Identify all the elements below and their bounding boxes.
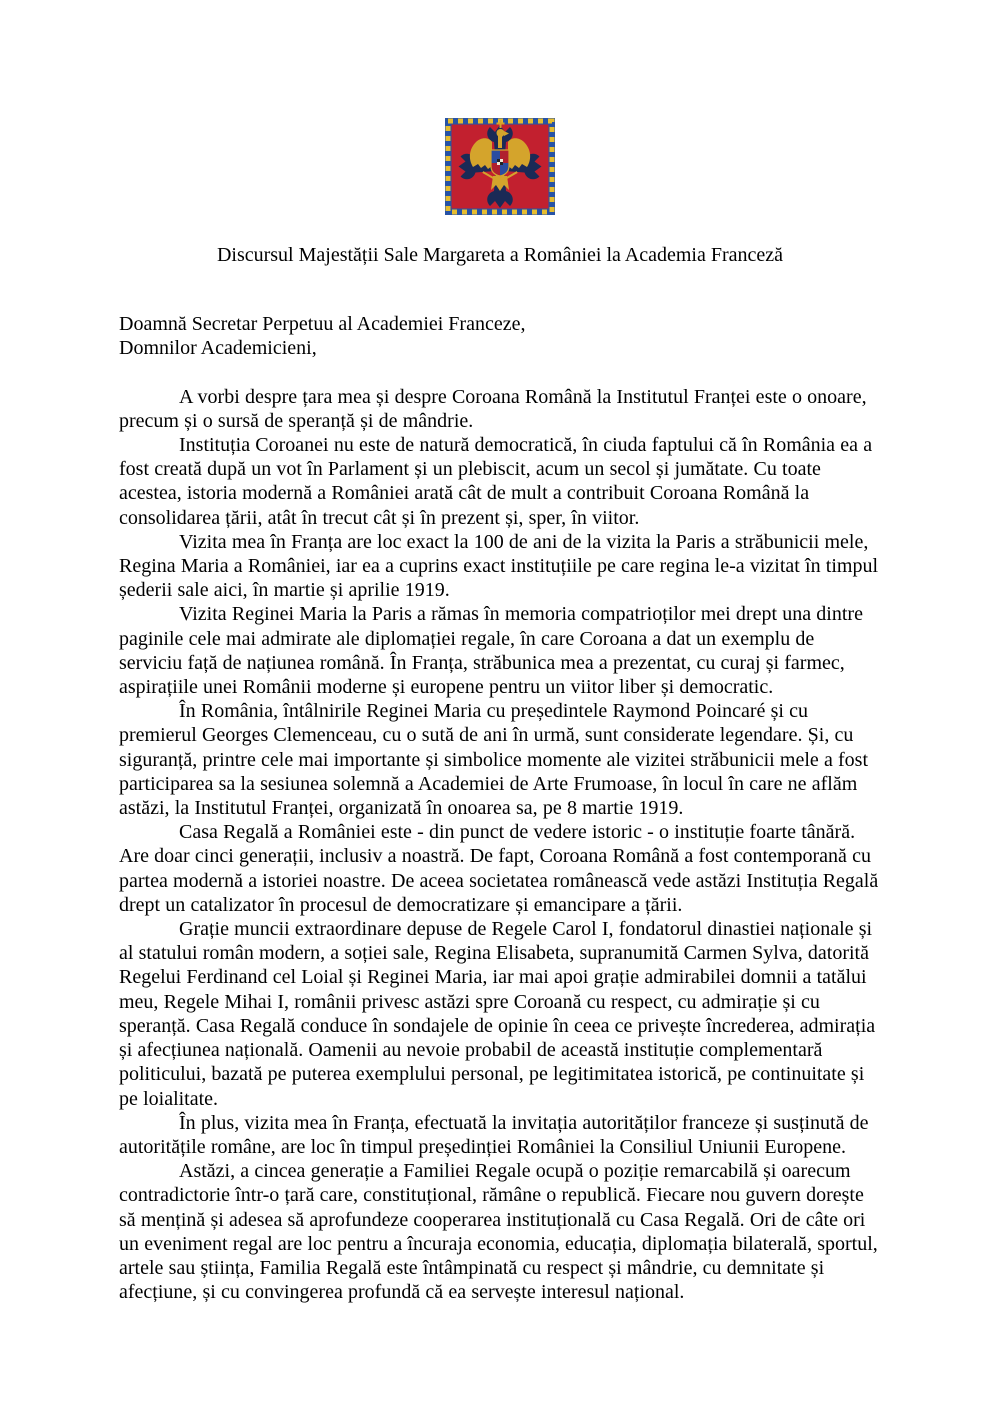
royal-standard-emblem: [445, 118, 555, 215]
salutation-line: Domnilor Academicieni,: [119, 337, 317, 360]
salutation-block: [119, 312, 881, 360]
romanian-royal-standard-flag-icon: [445, 118, 555, 215]
paragraph: Vizita Reginei Maria la Paris a rămas în memoria compatrioților mei drept una dintre paginile cele mai admirate ale diplomației regale, în care Coroana a dat un exemplu de serviciu față de națiunea română. În Franța, străbunica mea a prezentat, cu curaj și farmec, aspirațiile unei Românii moderne și europene pentru un viitor liber și democratic.: [119, 603, 863, 699]
speech-body: [119, 385, 881, 1305]
paragraph: Casa Regală a României este - din punct de vedere istoric - o instituție foarte tânără. Are doar cinci generații, inclusiv a noastră. De fapt, Coroana Română a fost contemporană cu partea modernă a istoriei noastre. De aceea societatea românească vede astăzi Instituția Regală drept un catalizator în procesul de democratizare și emancipare a țării.: [119, 821, 879, 916]
paragraph: Instituția Coroanei nu este de natură democratică, în ciuda faptului că în România ea a fost creată după un vot în Parlament și un plebiscit, acum un secol și jumătate. Cu toate acestea, istoria modernă a României arată cât de mult a contribuit Coroana Română la consolidarea țării, atât în trecut cât și în prezent și, sper, în viitor.: [119, 434, 873, 529]
document-title: Discursul Majestății Sale Margareta a României la Academia Franceză: [216, 244, 784, 266]
salutation-line: Doamnă Secretar Perpetuu al Academiei Franceze,: [119, 313, 526, 336]
document-page: [0, 118, 1000, 1414]
paragraph: În plus, vizita mea în Franța, efectuată la invitația autorităților franceze și susținută de autoritățile române, are loc în timpul președinției României la Consiliul Uniunii Europene.: [119, 1111, 869, 1158]
paragraph: Vizita mea în Franța are loc exact la 100 de ani de la vizita la Paris a străbunicii mele, Regina Maria a României, iar ea a cuprins exact instituțiile pe care regina le-a vizitat în timpul șederii sale aici, în martie și aprilie 1919.: [119, 530, 879, 602]
paragraph: Grație muncii extraordinare depuse de Regele Carol I, fondatorul dinastiei naționale și al statului român modern, a soției sale, Regina Elisabeta, supranumită Carmen Sylva, datorită Regelui Ferdinand cel Loial și Reginei Maria, iar mai apoi grație admirabilei domnii a tatălui meu, Regele Mihai I, românii privesc astăzi spre Coroană cu respect, cu admirație și cu speranță. Casa Regală conduce în sondajele de opinie în ceea ce privește încrederea, admirația și afecțiunea națională. Oamenii au nevoie probabil de această instituție complementară politicului, bazată pe puterea exemplului personal, pe legitimitatea istorică, pe continuitate și pe loialitate.: [119, 918, 876, 1110]
paragraph: În România, întâlnirile Reginei Maria cu președintele Raymond Poincaré și cu premierul Georges Clemenceau, cu o sută de ani în urmă, sunt considerate legendare. Și, cu siguranță, printre cele mai importante și simbolice momente ale vizitei străbunicii mele a fost participarea sa la sesiunea solemnă a Academiei de Arte Frumoase, în locul în care ne aflăm astăzi, la Institutul Franței, organizată în onoarea sa, pe 8 martie 1919.: [119, 700, 869, 820]
paragraph: Astăzi, a cincea generație a Familiei Regale ocupă o poziție remarcabilă și oarecum contradictorie într-o țară care, constituțional, rămâne o republică. Fiecare nou guvern dorește să mențină și adesea să aprofundeze cooperarea instituțională cu Casa Regală. Ori de câte ori un eveniment regal are loc pentru a încuraja economia, educația, diplomația bilaterală, sportul, artele sau știința, Familia Regală este întâmpinată cu respect și mândrie, cu demnitate și afecțiune, și cu convingerea profundă că ea servește interesul național.: [119, 1160, 878, 1304]
paragraph: A vorbi despre țara mea și despre Coroana Română la Institutul Franței este o onoare, precum și o sursă de speranță și de mândrie.: [119, 385, 867, 432]
